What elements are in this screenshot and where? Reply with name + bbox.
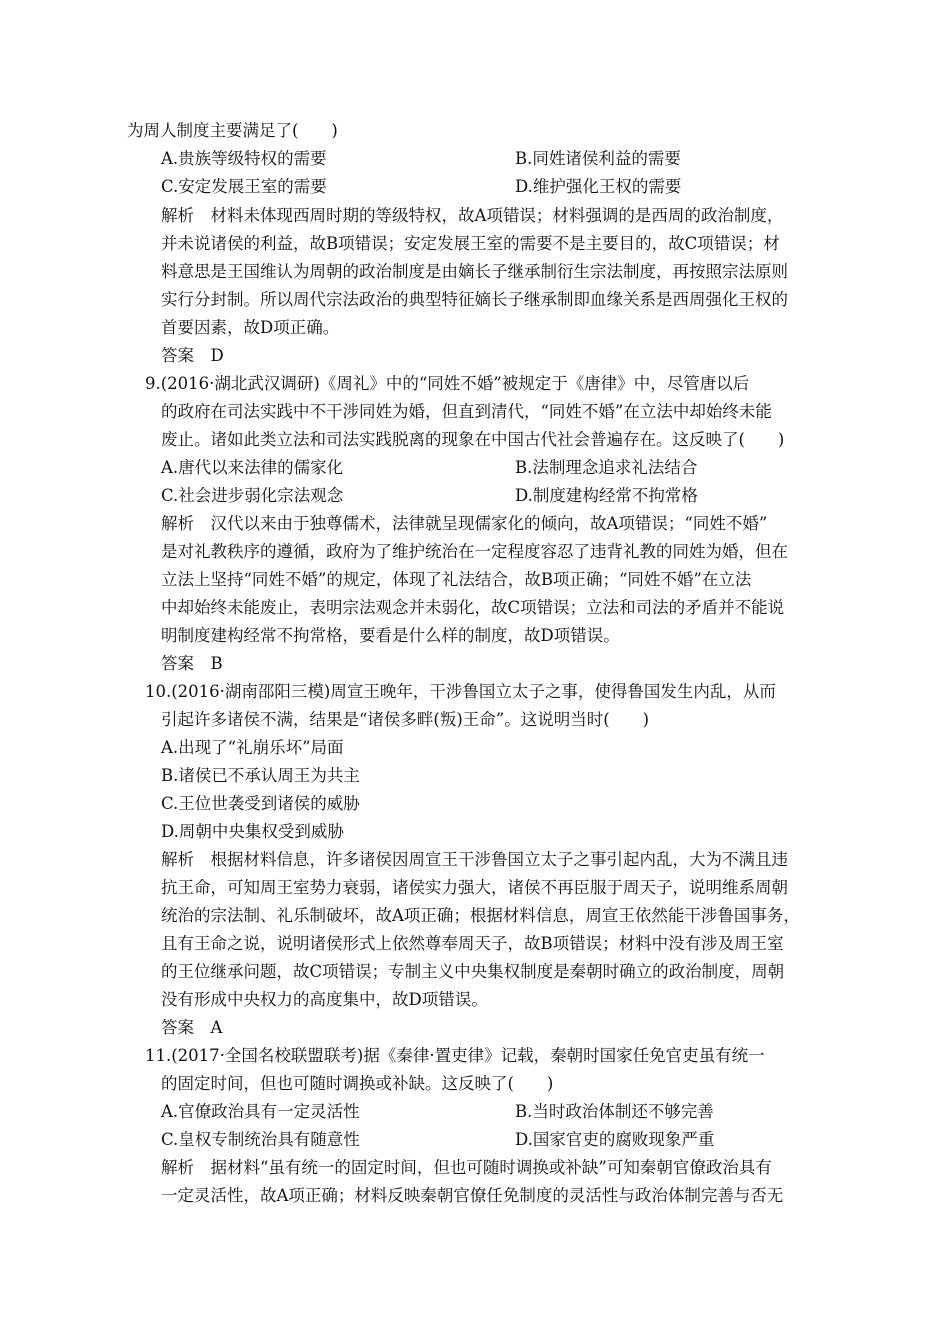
q8-option-b: B.同姓诸侯利益的需要 [515,149,681,168]
q8-answer: 答案 D [161,346,224,365]
q10-analysis-line: 解析 根据材料信息，许多诸侯因周宣王干涉鲁国立太子之事引起内乱，大为不满且违 [161,850,788,869]
q11-analysis-line: 一定灵活性，故A项正确；材料反映秦朝官僚任免制度的灵活性与政治体制完善与否无 [161,1186,784,1205]
q9-option-a: A.唐代以来法律的儒家化 [161,458,344,477]
q10-analysis-line: 且有王命之说，说明诸侯形式上依然尊奉周天子，故B项错误；材料中没有涉及周王室 [161,934,784,953]
q9-analysis-line: 中却始终未能废止，表明宗法观念并未弱化，故C项错误；立法和司法的矛盾并不能说 [161,598,785,617]
q9-option-c: C.社会进步弱化宗法观念 [161,486,344,505]
q8-analysis-line: 首要因素，故D项正确。 [161,318,340,337]
q10-stem-line: 10.(2016·湖南邵阳三模)周宣王晚年，干涉鲁国立太子之事，使得鲁国发生内乱，从而 [145,682,776,701]
q11-option-a: A.官僚政治具有一定灵活性 [161,1102,360,1121]
q8-option-a: A.贵族等级特权的需要 [161,149,327,168]
q8-analysis-line: 并未说诸侯的利益，故B项错误；安定发展王室的需要不是主要目的，故C项错误；材 [161,234,780,253]
q9-analysis-line: 解析 汉代以来由于独尊儒术，法律就呈现儒家化的倾向，故A项错误；“同姓不婚” [161,514,768,533]
q8-analysis-line: 实行分封制。所以周代宗法政治的典型特征嫡长子继承制即血缘关系是西周强化王权的 [161,290,788,309]
q10-answer: 答案 A [161,1018,223,1037]
q10-analysis-line: 没有形成中央权力的高度集中，故D项错误。 [161,990,488,1009]
q8-analysis-line: 解析 材料未体现西周时期的等级特权，故A项错误；材料强调的是西周的政治制度， [161,206,784,225]
q9-answer: 答案 B [161,654,223,673]
q11-stem-line: 的固定时间，但也可随时调换或补缺。这反映了( ) [161,1074,554,1093]
q8-analysis-line: 料意思是王国维认为周朝的政治制度是由嫡长子继承制衍生宗法制度，再按照宗法原则 [161,262,788,281]
q8-option-c: C.安定发展王室的需要 [161,177,327,196]
q10-analysis-line: 统治的宗法制、礼乐制破坏，故A项正确；根据材料信息，周宣王依然能干涉鲁国事务， [161,906,800,925]
q9-stem-line: 废止。诸如此类立法和司法实践脱离的现象在中国古代社会普遍存在。这反映了( ) [161,430,785,449]
q11-option-b: B.当时政治体制还不够完善 [515,1102,714,1121]
q10-analysis-line: 抗王命，可知周王室势力衰弱，诸侯实力强大，诸侯不再臣服于周天子，说明维系周朝 [161,878,788,897]
q11-analysis-line: 解析 据材料“虽有统一的固定时间，但也可随时调换或补缺”可知秦朝官僚政治具有 [161,1158,772,1177]
q9-analysis-line: 明制度建构经常不拘常格，要看是什么样的制度，故D项错误。 [161,626,620,645]
q10-option-b: B.诸侯已不承认周王为共主 [161,766,360,785]
q9-analysis-line: 立法上坚持“同姓不婚”的规定，体现了礼法结合，故B项正确；“同姓不婚”在立法 [161,570,752,589]
q9-option-d: D.制度建构经常不拘常格 [515,486,698,505]
q10-analysis-line: 的王位继承问题，故C项错误；专制主义中央集权制度是秦朝时确立的政治制度，周朝 [161,962,785,981]
q9-analysis-line: 是对礼教秩序的遵循，政府为了维护统治在一定程度容忍了违背礼教的同姓为婚，但在 [161,542,788,561]
q9-stem-line: 9.(2016·湖北武汉调研)《周礼》中的“同姓不婚”被规定于《唐律》中，尽管唐以后 [145,374,750,393]
q8-option-d: D.维护强化王权的需要 [515,177,682,196]
q9-stem-line: 的政府在司法实践中不干涉同姓为婚，但直到清代，“同姓不婚”在立法中却始终未能 [161,402,772,421]
q10-option-d: D.周朝中央集权受到威胁 [161,822,344,841]
q8-stem-tail: 为周人制度主要满足了( ) [127,121,338,140]
q9-option-b: B.法制理念追求礼法结合 [515,458,698,477]
q10-option-a: A.出现了“礼崩乐坏”局面 [161,738,344,757]
q11-option-c: C.皇权专制统治具有随意性 [161,1130,360,1149]
q11-option-d: D.国家官吏的腐败现象严重 [515,1130,715,1149]
q10-option-c: C.王位世袭受到诸侯的威胁 [161,794,360,813]
q11-stem-line: 11.(2017·全国名校联盟联考)据《秦律·置吏律》记载，秦朝时国家任免官吏虽有统一 [145,1046,765,1065]
q10-stem-line: 引起许多诸侯不满，结果是“诸侯多畔(叛)王命”。这说明当时( ) [161,710,650,729]
